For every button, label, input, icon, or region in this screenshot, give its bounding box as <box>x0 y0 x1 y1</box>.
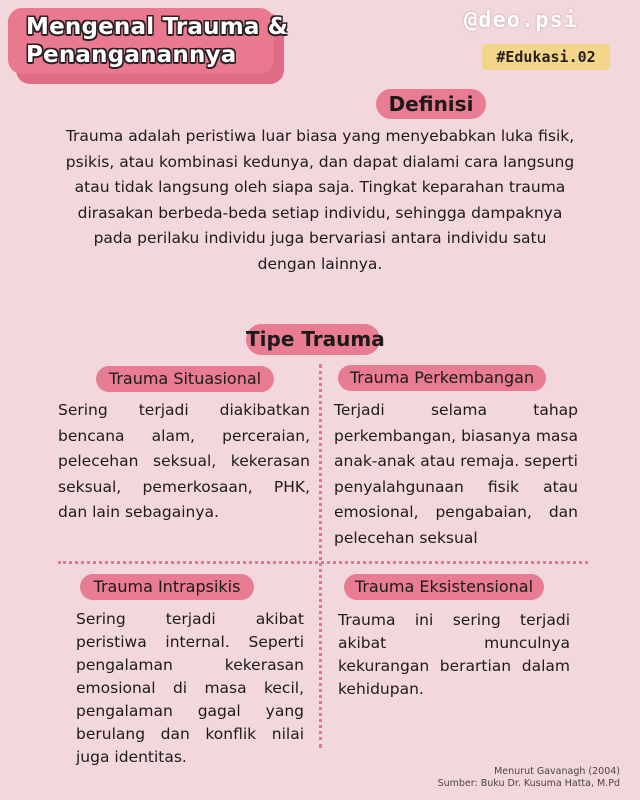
definition-line: Trauma adalah peristiwa luar biasa yang menyebabkan luka fisik, <box>65 127 575 145</box>
definition-text <box>30 124 610 277</box>
source-author: Menurut Gavanagh (2004) <box>494 766 620 777</box>
definition-line: atau tidak langsung oleh siapa saja. Tingkat keparahan trauma <box>74 178 566 196</box>
definition-line: psikis, atau kombinasi kedunya, dan dapat dialami cara langsung <box>65 152 575 171</box>
page-title-line-2: Penanganannya <box>26 42 237 68</box>
type-label-eksistensional: Trauma Eksistensional <box>344 574 544 600</box>
definition-line: dengan lainnya. <box>257 254 383 273</box>
account-handle: @deo.psi <box>464 8 578 33</box>
page-title-line-1: Mengenal Trauma & <box>26 14 289 40</box>
title-banner <box>8 8 289 84</box>
type-label-situasional: Trauma Situasional <box>96 366 274 392</box>
source-book: Sumber: Buku Dr. Kusuma Hatta, M.Pd <box>437 778 620 789</box>
edukasi-tag: #Edukasi.02 <box>482 44 610 70</box>
definition-line: dirasakan berbeda-beda setiap individu, sehingga dampaknya <box>77 203 563 222</box>
types-heading: Tipe Trauma <box>246 324 380 355</box>
type-text-perkembangan: Terjadi selama tahap perkembangan, biasanya masa anak-anak atau remaja. seperti penyalahgunaan fisik atau emosional, pengabaian, dan pelecehan seksual <box>334 401 578 547</box>
horizontal-divider <box>58 561 588 564</box>
definition-heading: Definisi <box>376 89 486 119</box>
type-text-eksistensional: Trauma ini sering terjadi akibat munculnya kekurangan berartian dalam kehidupan. <box>338 611 570 698</box>
type-text-intrapsikis: Sering terjadi akibat peristiwa internal. Seperti pengalaman kekerasan emosional di masa kecil, pengalaman gagal yang berulang dan konflik nilai juga identitas. <box>76 610 304 766</box>
type-label-perkembangan: Trauma Perkembangan <box>338 365 546 391</box>
title-banner-face <box>8 8 289 74</box>
definition-line: pada perilaku individu juga bervariasi antara individu satu <box>93 229 547 247</box>
source-footer <box>438 766 620 790</box>
type-text-situasional: Sering terjadi diakibatkan bencana alam, perceraian, pelecehan seksual, kekerasan seksual, pemerkosaan, PHK, dan lain sebagainya. <box>58 401 310 521</box>
vertical-divider <box>319 364 322 748</box>
type-label-intrapsikis: Trauma Intrapsikis <box>80 574 254 600</box>
